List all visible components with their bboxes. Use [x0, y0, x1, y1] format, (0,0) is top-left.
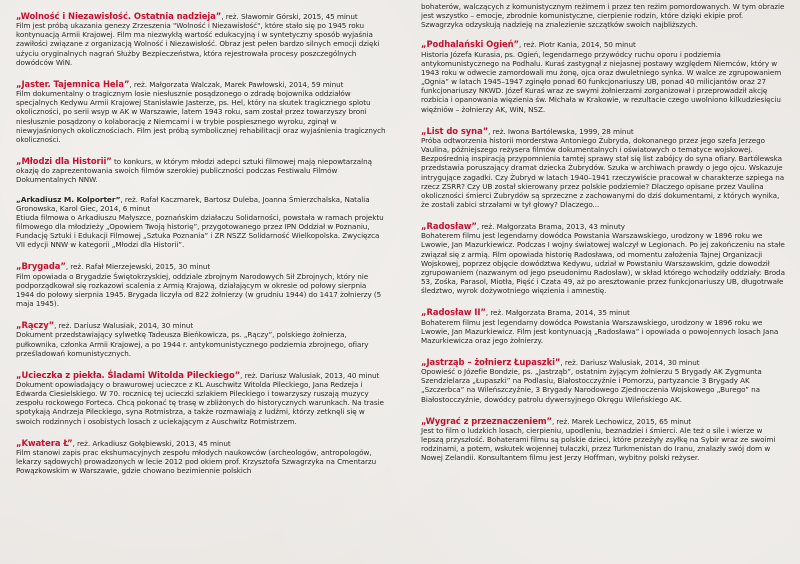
section-mlodzi-dla-historii: [16, 157, 386, 184]
film-entry-raczy: [16, 321, 386, 358]
film-title: „List do syna”: [421, 125, 489, 136]
film-meta: , reż. Małgorzata Brama, 2014, 35 minut: [485, 308, 630, 318]
film-title: „Podhalański Ogień”: [421, 39, 520, 50]
film-entry-jaster: [16, 80, 386, 144]
film-entry-kolporter: [16, 195, 386, 250]
film-entry-wygrac: [421, 417, 787, 463]
film-title: „Wygrać z przeznaczeniem”: [421, 415, 552, 426]
section-title: „Młodzi dla Historii”: [16, 156, 112, 167]
film-title: „Wolność i Niezawisłość. Ostatnia nadzieja”: [16, 11, 222, 21]
film-description: Jest to film o ludzkich losach, cierpieniu, upodleniu, beznadziei i śmierci. Ale też o sile i wierze w lepszą przyszłość. Bohaterami filmu są polskie dzieci, które przeżyły zsyłkę na Sybir wraz ze swoimi rodzinami, a potem, wskutek wojennej tułaczki, przez Turkmenistan do Iranu, znalazły swój dom w Nowej Zelandii. Konsultantem filmu jest Jerzy Hoffman, wybitny polski reżyser.: [421, 425, 776, 463]
right-column: [421, 2, 787, 476]
film-entry-radoslaw: [421, 222, 787, 295]
film-meta: , reż. Małgorzata Brama, 2013, 43 minuty: [476, 222, 625, 232]
film-meta: , reż. Dariusz Walusiak, 2014, 30 minut: [54, 321, 194, 331]
film-title: „Arkadiusz M. Kolporter”: [16, 194, 121, 204]
film-meta: , reż. Arkadiusz Gołębiewski, 2013, 45 minut: [72, 438, 231, 448]
film-title: „Rączy”: [16, 320, 55, 331]
film-meta: , reż. Marek Lechowicz, 2015, 65 minut: [551, 416, 692, 426]
film-meta: , reż. Małgorzata Walczak, Marek Pawłowski, 2014, 59 minut: [129, 79, 344, 89]
film-entry-radoslaw-2: [421, 308, 787, 345]
film-description: Próba odtworzenia historii morderstwa Antoniego Żubryda, dokonanego przez jego szefa Jerzego Vaulina, późniejszego reżysera filmów dokumentalnych i oświatowych o tematyce wojskowej. Bezpośrednią inspiracją przypomnienia tamtej sprawy stał się list zabójcy do syna ofiary. Bartólewska przedstawia poruszający dramat dziecka Żubrydów. Szuka w archiwach prawdy o jego ojcu. Wskazuje intrygujące zagadki. Czy Żubryd w latach 1940–1941 rzeczywiście pracował w charakterze szpiega na rzecz ZSRR? Czy UB został skierowany przez polskie podziemie? Dlaczego opisane przez Vaulina okoliczności śmierci Żubrydów są sprzeczne z zachowanymi do dziś dokumentami, z których wynika, że zostali zabici strzałami w tył głowy? Dlaczego...: [421, 135, 785, 209]
film-description: Dokument opowiadający o brawurowej ucieczce z KL Auschwitz Witolda Pileckiego, Jana Redzeja i Edwarda Ciesielskiego. W 70. rocznicę tej ucieczki szlakiem Pileckiego i towarzyszy ruszają muzycy zespołu rockowego Forteca. Chcą pokonać tę trasę w zbliżonych do historycznych warunkach. Na trasie spotykają Andrzeja Pileckiego, syna Rotmistrza, a także rozmawiają z ludźmi, którzy zetknęli się w swoich rodzinnych i osobistych losach z uciekającym z Auschwitz Rotmistrzem.: [16, 380, 384, 426]
film-description: Film opowiada o Brygadzie Świętokrzyskiej, oddziale zbrojnym Narodowych Sił Zbrojnych, który nie podporządkował się rozkazowi scalenia z Armią Krajową, działającym w okresie od połowy sierpnia 1944 do połowy sierpnia 1945. Brygada liczyła od 822 żołnierzy (w grudniu 1944) do 1417 żołnierzy (5 maja 1945).: [16, 271, 382, 309]
film-entry-kwatera: [16, 439, 386, 476]
film-title: „Jaster. Tajemnica Hela”: [16, 78, 130, 89]
film-meta: , reż. Piotr Kania, 2014, 50 minut: [519, 40, 636, 50]
film-entry-brygada: [16, 262, 386, 308]
film-title: „Kwatera Ł”: [16, 437, 73, 448]
film-meta: , reż. Dariusz Walusiak, 2014, 30 minut: [560, 358, 700, 367]
film-entry-list-do-syna: [421, 127, 787, 209]
film-description: Film dokumentalny o tragicznym losie niesłusznie posądzonego o zdradę bojownika oddziałów specjalnych Kedywu Armii Krajowej Stanisławie Jasterze, ps. Hel, który na skutek tragicznego splotu okoliczności, po serii wsyp w AK w Warszawie, latem 1943 roku, sam został przez towarzyszy broni niesłusznie posądzony o kolaborację z Niemcami i w trybie pospiesznego wyroku, zginął w niewyjaśnionych okolicznościach. Film jest próbą symbolicznej rehabilitacji oraz wyjaśnienia tragicznych okoliczności.: [16, 89, 386, 144]
film-entry-podhalanski: [421, 40, 787, 113]
film-description: Film stanowi zapis prac ekshumacyjnych zespołu młodych naukowców (archeologów, antropologów, lekarzy sądowych) prowadzonych w lecie 2012 pod okiem prof. Krzysztofa Szwagrzyka na Cmentarzu Powązkowskim w Warszawie, gdzie chowano bezimiennie polskich: [16, 447, 377, 476]
film-entry-kwatera-continued: [421, 2, 787, 29]
film-description: Film jest próbą ukazania genezy Zrzeszenia "Wolność i Niezawisłość", które stało się po 1945 roku kontynuacją Armii Krajowej. Film ma niezwykłą wartość edukacyjną i w syntetyczny sposób wyjaśnia zawiłości związane z organizacją Wolność i Niezawisłość. Obraz jest pełen bardzo silnych emocji dzięki użyciu oryginalnych nagrań Służby Bezpieczeństwa, która rejestrowała procesy poszczególnych dowódców WiN.: [16, 21, 380, 67]
section-intro: to konkurs, w którym młodzi adepci sztuki filmowej mają niepowtarzalną okazję do zaprezentowania swoich filmów szerokiej publiczności podczas Festiwalu Filmów Dokumentalnych NNW.: [16, 157, 372, 185]
left-column: [16, 12, 386, 488]
film-entry-win: [16, 12, 386, 67]
film-title: „Brygada”: [16, 261, 66, 272]
film-title: „Radosław”: [421, 221, 477, 232]
film-meta: , reż. Sławomir Górski, 2015, 45 minut: [221, 12, 358, 21]
film-title: „Jastrząb – żołnierz Łupaszki”: [421, 357, 561, 367]
film-entry-ucieczka: [16, 371, 386, 426]
film-meta: , reż. Rafał Kaczmarek, Bartosz Duleba, Joanna Śmierzchalska, Natalia Gronowska, Karol Giec, 2014, 6 minut: [16, 194, 370, 213]
film-entry-jastrzab: [421, 358, 787, 404]
film-description: Opowieść o Józefie Bondzie, ps. „Jastrząb”, ostatnim żyjącym żołnierzu 5 Brygady AK Zygmunta Szendzielarza „Łupaszki” na Podlasiu, Białostocczyźnie i Pomorzu, partyzancie 3 Brygady AK „Szczerbca” na Wileńszczyźnie, 3 Brygady Narodowego Zjednoczenia Wojskowego „Burego” na Białostocczyźnie, dowódcy patrolu dywersyjnego Okręgu Wileńskiego AK.: [421, 367, 762, 404]
film-description: Bohaterem filmu jest legendarny dowódca Powstania Warszawskiego, urodzony w 1896 roku we Lwowie, Jan Mazurkiewicz. Podczas I wojny światowej walczył w Legionach. Po jej zakończeniu na stałe związał się z armią. Film opowiada historię Radosława, od momentu założenia Tajnej Organizacji Wojskowej, poprzez objęcie dowództwa Kedywu, udział w Powstaniu Warszawskim, gdzie dowodził zgrupowaniem (nazwanym od jego pseudonimu Radosław), w skład którego wchodziły oddziały: Broda 53, Zośka, Parasol, Miotła, Pięść i Czata 49, aż po aresztowanie przez funkcjonariuszy UB, długotrwałe śledztwo, wyrok dożywotniego więzienia i amnestię.: [421, 231, 785, 296]
film-title: „Ucieczka z piekła. Śladami Witolda Pileckiego”: [16, 369, 241, 380]
film-description: Bohaterem filmu jest legendarny dowódca Powstania Warszawskiego, urodzony w 1896 roku we Lwowie, Jan Mazurkiewicz. Film jest kontynuacją „Radosława” i opowiada o powojennych losach Jana Mazurkiewicza oraz jego żołnierzy.: [421, 317, 779, 345]
film-description: Dokument przedstawiający sylwetkę Tadeusza Bieńkowicza, ps. „Rączy”, polskiego żołnierza, pułkownika, członka Armii Krajowej, a po 1944 r. antykomunistycznego podziemia zbrojnego, ofiary prześladowań komunistycznych.: [16, 330, 369, 358]
film-meta: , reż. Iwona Bartólewska, 1999, 28 minut: [488, 126, 634, 136]
film-title: „Radosław II”: [421, 307, 486, 318]
film-description: Etiuda filmowa o Arkadiuszu Małyszce, poznańskim działaczu Solidarności, powstała w ramach projektu filmowego dla młodzieży „Opowiem Twoją historię”, przygotowanego przez IPN Oddział w Poznaniu, Fundację Sztuki i Edukacji Filmowej „Sztuka Poznania” i ZR NSZZ Solidarność Wielkopolska. Zwycięzca VII edycji NNW w kategorii „Młodzi dla Historii”.: [16, 212, 384, 250]
film-meta: , reż. Dariusz Walusiak, 2013, 40 minut: [240, 370, 380, 380]
film-description: bohaterów, walczących z komunistycznym reżimem i przez ten reżim pomordowanych. W tym obrazie jest wszystko – emocje, zbrodnie komunistyczne, cierpienie rodzin, które dzięki ekipie prof. Szwagrzyka odzyskują nadzieję na znalezienie szczątków swoich najbliższych.: [421, 2, 785, 30]
film-description: Historia Józefa Kurasia, ps. Ogień, legendarnego przywódcy ruchu oporu i podziemia antykomunistycznego na Podhalu. Kuraś zastygnął z niejasnej postawy względem Niemców, który w 1943 roku w odwecie zamordowali mu żonę, ojca oraz dwuletniego synka. W walce ze zgrupowaniem „Ognia” w latach 1945–1947 zginęło ponad 60 funkcjonariuszy UB, ponad 40 milicjantów oraz 27 funkcjonariuszy NKWD. Józef Kuraś wraz ze swymi żołnierzami zorganizował i przeprowadził akcję rozbicia i opanowania więzienia św. Michała w Krakowie, w rezultacie czego uwolniono kilkudziesięciu więźniów – żołnierzy AK, WiN, NSZ.: [421, 49, 782, 114]
film-meta: , reż. Rafał Mierzejewski, 2015, 30 minut: [65, 262, 211, 272]
